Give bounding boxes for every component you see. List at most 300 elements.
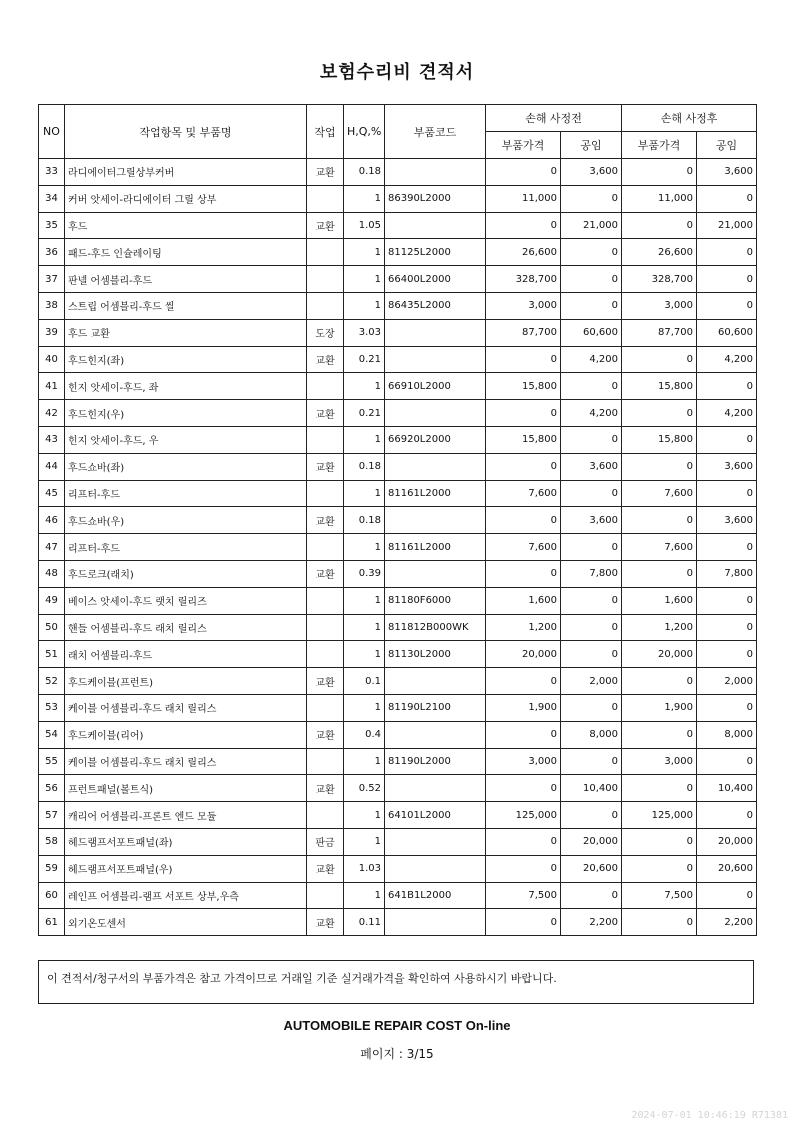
estimate-table <box>38 104 757 936</box>
row-hq: 1 <box>344 185 385 212</box>
table-row <box>39 694 757 721</box>
row-before-labor: 0 <box>561 802 622 829</box>
row-after-part-price: 0 <box>622 560 697 587</box>
row-part-code: 811812B000WK <box>385 614 486 641</box>
row-work <box>307 641 344 668</box>
row-after-labor: 10,400 <box>697 775 757 802</box>
row-before-part-price: 0 <box>486 828 561 855</box>
row-before-labor: 0 <box>561 292 622 319</box>
row-after-labor: 0 <box>697 587 757 614</box>
table-row <box>39 775 757 802</box>
row-item-name: 헤드램프서포트패널(좌) <box>65 828 307 855</box>
row-part-code <box>385 159 486 186</box>
row-part-code <box>385 721 486 748</box>
row-item-name: 케이블 어셈블리-후드 래치 릴리스 <box>65 748 307 775</box>
row-after-part-price: 328,700 <box>622 266 697 293</box>
row-before-part-price: 11,000 <box>486 185 561 212</box>
row-hq: 1 <box>344 266 385 293</box>
row-no: 45 <box>39 480 65 507</box>
row-after-labor: 8,000 <box>697 721 757 748</box>
row-work <box>307 185 344 212</box>
row-no: 58 <box>39 828 65 855</box>
row-no: 44 <box>39 453 65 480</box>
table-row <box>39 721 757 748</box>
header-after: 손해 사정후 <box>622 105 757 132</box>
row-hq: 1 <box>344 882 385 909</box>
header-hq: H,Q,% <box>344 105 385 159</box>
row-no: 50 <box>39 614 65 641</box>
row-item-name: 힌지 앗세이-후드, 우 <box>65 426 307 453</box>
footer-brand: AUTOMOBILE REPAIR COST On-line <box>283 1018 511 1033</box>
row-hq: 1 <box>344 802 385 829</box>
row-before-labor: 0 <box>561 587 622 614</box>
row-after-labor: 0 <box>697 802 757 829</box>
row-no: 61 <box>39 909 65 936</box>
row-after-part-price: 11,000 <box>622 185 697 212</box>
row-no: 51 <box>39 641 65 668</box>
table-row <box>39 587 757 614</box>
table-row <box>39 212 757 239</box>
table-row <box>39 748 757 775</box>
row-no: 47 <box>39 534 65 561</box>
row-work <box>307 587 344 614</box>
row-before-labor: 0 <box>561 239 622 266</box>
header-after-labor: 공임 <box>697 132 757 159</box>
row-after-part-price: 0 <box>622 212 697 239</box>
row-before-part-price: 328,700 <box>486 266 561 293</box>
row-no: 38 <box>39 292 65 319</box>
row-hq: 1 <box>344 373 385 400</box>
row-after-part-price: 15,800 <box>622 373 697 400</box>
row-before-part-price: 87,700 <box>486 319 561 346</box>
document-title: 보험수리비 견적서 <box>319 62 475 83</box>
row-after-labor: 7,800 <box>697 560 757 587</box>
row-work: 교환 <box>307 909 344 936</box>
row-hq: 1 <box>344 426 385 453</box>
header-item: 작업항목 및 부품명 <box>65 105 307 159</box>
row-part-code: 81161L2000 <box>385 480 486 507</box>
row-after-part-price: 26,600 <box>622 239 697 266</box>
row-no: 56 <box>39 775 65 802</box>
row-after-part-price: 125,000 <box>622 802 697 829</box>
row-before-labor: 2,000 <box>561 668 622 695</box>
row-part-code: 81125L2000 <box>385 239 486 266</box>
row-after-part-price: 0 <box>622 828 697 855</box>
row-before-part-price: 7,600 <box>486 480 561 507</box>
row-item-name: 후드케이블(리어) <box>65 721 307 748</box>
row-after-part-price: 15,800 <box>622 426 697 453</box>
row-after-part-price: 0 <box>622 775 697 802</box>
row-work: 교환 <box>307 346 344 373</box>
row-after-part-price: 0 <box>622 400 697 427</box>
row-before-labor: 3,600 <box>561 159 622 186</box>
table-row <box>39 560 757 587</box>
row-part-code: 64101L2000 <box>385 802 486 829</box>
table-row <box>39 453 757 480</box>
row-item-name: 힌지 앗세이-후드, 좌 <box>65 373 307 400</box>
row-no: 53 <box>39 694 65 721</box>
row-no: 35 <box>39 212 65 239</box>
row-hq: 0.1 <box>344 668 385 695</box>
row-before-part-price: 15,800 <box>486 373 561 400</box>
row-no: 39 <box>39 319 65 346</box>
row-item-name: 후드 교환 <box>65 319 307 346</box>
row-before-part-price: 20,000 <box>486 641 561 668</box>
row-before-labor: 0 <box>561 882 622 909</box>
row-after-part-price: 0 <box>622 855 697 882</box>
row-after-labor: 0 <box>697 694 757 721</box>
row-hq: 0.18 <box>344 507 385 534</box>
row-work <box>307 292 344 319</box>
row-after-part-price: 20,000 <box>622 641 697 668</box>
row-before-labor: 3,600 <box>561 507 622 534</box>
row-item-name: 후드로크(래치) <box>65 560 307 587</box>
table-row <box>39 239 757 266</box>
row-before-part-price: 3,000 <box>486 292 561 319</box>
row-after-part-price: 0 <box>622 453 697 480</box>
row-before-part-price: 7,500 <box>486 882 561 909</box>
price-notice: 이 견적서/청구서의 부품가격은 참고 가격이므로 거래일 기준 실거래가격을 확인하여 사용하시기 바랍니다. <box>38 960 754 1004</box>
row-after-part-price: 0 <box>622 346 697 373</box>
row-before-part-price: 0 <box>486 668 561 695</box>
row-hq: 0.18 <box>344 159 385 186</box>
row-work: 교환 <box>307 400 344 427</box>
row-before-part-price: 1,200 <box>486 614 561 641</box>
row-after-labor: 0 <box>697 641 757 668</box>
row-hq: 0.52 <box>344 775 385 802</box>
row-before-part-price: 0 <box>486 775 561 802</box>
row-no: 60 <box>39 882 65 909</box>
row-part-code <box>385 212 486 239</box>
table-row <box>39 882 757 909</box>
row-item-name: 후드힌지(좌) <box>65 346 307 373</box>
row-no: 37 <box>39 266 65 293</box>
row-work: 도장 <box>307 319 344 346</box>
row-work: 교환 <box>307 560 344 587</box>
page-number: 페이지 : 3/15 <box>360 1047 434 1061</box>
table-row <box>39 185 757 212</box>
row-after-labor: 0 <box>697 534 757 561</box>
row-hq: 1 <box>344 694 385 721</box>
row-work: 교환 <box>307 775 344 802</box>
row-part-code: 66910L2000 <box>385 373 486 400</box>
row-before-part-price: 15,800 <box>486 426 561 453</box>
row-hq: 1 <box>344 292 385 319</box>
row-item-name: 후드 <box>65 212 307 239</box>
row-work <box>307 614 344 641</box>
row-before-labor: 20,000 <box>561 828 622 855</box>
row-part-code <box>385 319 486 346</box>
row-before-labor: 10,400 <box>561 775 622 802</box>
row-no: 43 <box>39 426 65 453</box>
header-work: 작업 <box>307 105 344 159</box>
row-before-part-price: 0 <box>486 909 561 936</box>
row-before-part-price: 0 <box>486 159 561 186</box>
header-before: 손해 사정전 <box>486 105 622 132</box>
row-item-name: 캐리어 어셈블리-프론트 엔드 모듈 <box>65 802 307 829</box>
table-row <box>39 266 757 293</box>
table-row <box>39 507 757 534</box>
row-after-labor: 0 <box>697 748 757 775</box>
header-no: NO <box>39 105 65 159</box>
row-before-part-price: 0 <box>486 346 561 373</box>
row-before-part-price: 0 <box>486 453 561 480</box>
row-before-part-price: 0 <box>486 507 561 534</box>
header-before-part-price: 부품가격 <box>486 132 561 159</box>
row-after-labor: 0 <box>697 239 757 266</box>
row-after-labor: 4,200 <box>697 346 757 373</box>
row-work: 교환 <box>307 721 344 748</box>
table-row <box>39 159 757 186</box>
row-after-part-price: 0 <box>622 668 697 695</box>
row-part-code <box>385 668 486 695</box>
row-before-labor: 0 <box>561 614 622 641</box>
row-work: 교환 <box>307 159 344 186</box>
row-after-part-price: 3,000 <box>622 748 697 775</box>
row-after-labor: 0 <box>697 292 757 319</box>
table-row <box>39 668 757 695</box>
row-after-labor: 0 <box>697 480 757 507</box>
row-before-labor: 21,000 <box>561 212 622 239</box>
row-after-part-price: 1,900 <box>622 694 697 721</box>
row-item-name: 후드쇼바(우) <box>65 507 307 534</box>
table-row <box>39 319 757 346</box>
row-after-labor: 3,600 <box>697 507 757 534</box>
row-before-part-price: 125,000 <box>486 802 561 829</box>
row-hq: 1 <box>344 587 385 614</box>
row-after-labor: 60,600 <box>697 319 757 346</box>
row-no: 59 <box>39 855 65 882</box>
row-before-part-price: 1,900 <box>486 694 561 721</box>
table-row <box>39 400 757 427</box>
table-row <box>39 855 757 882</box>
row-hq: 1 <box>344 480 385 507</box>
row-before-labor: 0 <box>561 373 622 400</box>
row-part-code: 66920L2000 <box>385 426 486 453</box>
row-after-labor: 0 <box>697 185 757 212</box>
row-after-part-price: 0 <box>622 909 697 936</box>
row-item-name: 프런트패널(볼트식) <box>65 775 307 802</box>
row-before-labor: 0 <box>561 480 622 507</box>
row-hq: 0.39 <box>344 560 385 587</box>
row-before-labor: 4,200 <box>561 346 622 373</box>
row-before-labor: 4,200 <box>561 400 622 427</box>
row-after-labor: 0 <box>697 614 757 641</box>
row-hq: 0.4 <box>344 721 385 748</box>
row-after-labor: 3,600 <box>697 453 757 480</box>
row-part-code <box>385 560 486 587</box>
row-work: 교환 <box>307 453 344 480</box>
row-before-labor: 3,600 <box>561 453 622 480</box>
row-part-code: 86390L2000 <box>385 185 486 212</box>
row-before-labor: 7,800 <box>561 560 622 587</box>
row-item-name: 레인프 어셈블리-램프 서포트 상부,우측 <box>65 882 307 909</box>
row-part-code <box>385 346 486 373</box>
row-part-code <box>385 828 486 855</box>
table-row <box>39 292 757 319</box>
row-before-part-price: 1,600 <box>486 587 561 614</box>
row-hq: 1 <box>344 239 385 266</box>
row-work <box>307 694 344 721</box>
row-before-labor: 0 <box>561 266 622 293</box>
row-no: 46 <box>39 507 65 534</box>
row-work <box>307 373 344 400</box>
row-after-part-price: 87,700 <box>622 319 697 346</box>
row-work: 교환 <box>307 668 344 695</box>
row-hq: 1 <box>344 748 385 775</box>
row-before-part-price: 0 <box>486 855 561 882</box>
row-no: 57 <box>39 802 65 829</box>
row-before-part-price: 0 <box>486 721 561 748</box>
row-before-labor: 0 <box>561 534 622 561</box>
row-after-part-price: 1,600 <box>622 587 697 614</box>
row-hq: 3.03 <box>344 319 385 346</box>
row-hq: 1 <box>344 828 385 855</box>
row-hq: 1 <box>344 534 385 561</box>
row-part-code: 81190L2000 <box>385 748 486 775</box>
row-hq: 0.21 <box>344 400 385 427</box>
row-after-part-price: 7,500 <box>622 882 697 909</box>
row-item-name: 판넬 어셈블리-후드 <box>65 266 307 293</box>
row-before-labor: 8,000 <box>561 721 622 748</box>
row-work <box>307 748 344 775</box>
row-after-part-price: 0 <box>622 159 697 186</box>
row-item-name: 케이블 어셈블리-후드 래치 릴리스 <box>65 694 307 721</box>
row-before-labor: 0 <box>561 185 622 212</box>
row-part-code: 81161L2000 <box>385 534 486 561</box>
row-before-labor: 0 <box>561 748 622 775</box>
row-item-name: 패드-후드 인슐레이팅 <box>65 239 307 266</box>
row-no: 48 <box>39 560 65 587</box>
row-after-labor: 20,000 <box>697 828 757 855</box>
row-no: 33 <box>39 159 65 186</box>
table-row <box>39 802 757 829</box>
row-after-part-price: 0 <box>622 721 697 748</box>
table-row <box>39 373 757 400</box>
row-item-name: 리프터-후드 <box>65 480 307 507</box>
row-before-part-price: 26,600 <box>486 239 561 266</box>
row-item-name: 후드힌지(우) <box>65 400 307 427</box>
row-item-name: 후드케이블(프런트) <box>65 668 307 695</box>
row-item-name: 스트립 어셈블리-후드 씰 <box>65 292 307 319</box>
header-code: 부품코드 <box>385 105 486 159</box>
row-before-labor: 60,600 <box>561 319 622 346</box>
row-after-labor: 21,000 <box>697 212 757 239</box>
row-work: 교환 <box>307 212 344 239</box>
row-after-labor: 2,000 <box>697 668 757 695</box>
row-part-code: 81130L2000 <box>385 641 486 668</box>
row-work <box>307 426 344 453</box>
row-part-code <box>385 775 486 802</box>
row-hq: 1.05 <box>344 212 385 239</box>
row-no: 41 <box>39 373 65 400</box>
row-work: 교환 <box>307 507 344 534</box>
row-part-code: 81180F6000 <box>385 587 486 614</box>
row-item-name: 라디에이터그릴상부커버 <box>65 159 307 186</box>
row-hq: 1.03 <box>344 855 385 882</box>
row-before-part-price: 0 <box>486 560 561 587</box>
row-hq: 1 <box>344 641 385 668</box>
row-part-code <box>385 507 486 534</box>
header-after-part-price: 부품가격 <box>622 132 697 159</box>
row-before-part-price: 0 <box>486 400 561 427</box>
row-item-name: 후드쇼바(좌) <box>65 453 307 480</box>
row-work <box>307 802 344 829</box>
table-row <box>39 909 757 936</box>
table-row <box>39 426 757 453</box>
row-item-name: 베이스 앗세이-후드 랫치 릴리즈 <box>65 587 307 614</box>
row-part-code: 81190L2100 <box>385 694 486 721</box>
row-item-name: 커버 앗세이-라디에이터 그릴 상부 <box>65 185 307 212</box>
table-row <box>39 614 757 641</box>
row-no: 49 <box>39 587 65 614</box>
row-after-labor: 4,200 <box>697 400 757 427</box>
row-part-code <box>385 909 486 936</box>
row-after-part-price: 7,600 <box>622 534 697 561</box>
row-no: 55 <box>39 748 65 775</box>
row-part-code: 641B1L2000 <box>385 882 486 909</box>
row-part-code <box>385 453 486 480</box>
table-row <box>39 828 757 855</box>
row-no: 52 <box>39 668 65 695</box>
row-before-labor: 0 <box>561 641 622 668</box>
row-before-part-price: 0 <box>486 212 561 239</box>
row-item-name: 헤드램프서포트패널(우) <box>65 855 307 882</box>
row-item-name: 래치 어셈블리-후드 <box>65 641 307 668</box>
row-before-labor: 20,600 <box>561 855 622 882</box>
row-hq: 1 <box>344 614 385 641</box>
row-item-name: 리프터-후드 <box>65 534 307 561</box>
row-item-name: 핸들 어셈블리-후드 래치 릴리스 <box>65 614 307 641</box>
row-after-part-price: 7,600 <box>622 480 697 507</box>
table-row <box>39 346 757 373</box>
row-after-labor: 0 <box>697 266 757 293</box>
header-before-labor: 공임 <box>561 132 622 159</box>
row-after-labor: 0 <box>697 882 757 909</box>
row-before-labor: 0 <box>561 694 622 721</box>
table-row <box>39 641 757 668</box>
row-item-name: 외기온도센서 <box>65 909 307 936</box>
row-after-labor: 0 <box>697 373 757 400</box>
row-no: 40 <box>39 346 65 373</box>
row-work: 교환 <box>307 855 344 882</box>
row-part-code <box>385 855 486 882</box>
row-after-part-price: 3,000 <box>622 292 697 319</box>
row-after-labor: 2,200 <box>697 909 757 936</box>
row-hq: 0.18 <box>344 453 385 480</box>
row-work <box>307 882 344 909</box>
row-hq: 0.21 <box>344 346 385 373</box>
row-before-part-price: 3,000 <box>486 748 561 775</box>
row-after-labor: 3,600 <box>697 159 757 186</box>
row-work <box>307 239 344 266</box>
row-work: 판금 <box>307 828 344 855</box>
table-row <box>39 534 757 561</box>
row-after-labor: 20,600 <box>697 855 757 882</box>
row-part-code <box>385 400 486 427</box>
table-row <box>39 480 757 507</box>
row-before-part-price: 7,600 <box>486 534 561 561</box>
row-after-labor: 0 <box>697 426 757 453</box>
row-no: 34 <box>39 185 65 212</box>
row-hq: 0.11 <box>344 909 385 936</box>
row-part-code: 66400L2000 <box>385 266 486 293</box>
row-no: 42 <box>39 400 65 427</box>
row-part-code: 86435L2000 <box>385 292 486 319</box>
row-no: 54 <box>39 721 65 748</box>
row-work <box>307 266 344 293</box>
row-before-labor: 0 <box>561 426 622 453</box>
